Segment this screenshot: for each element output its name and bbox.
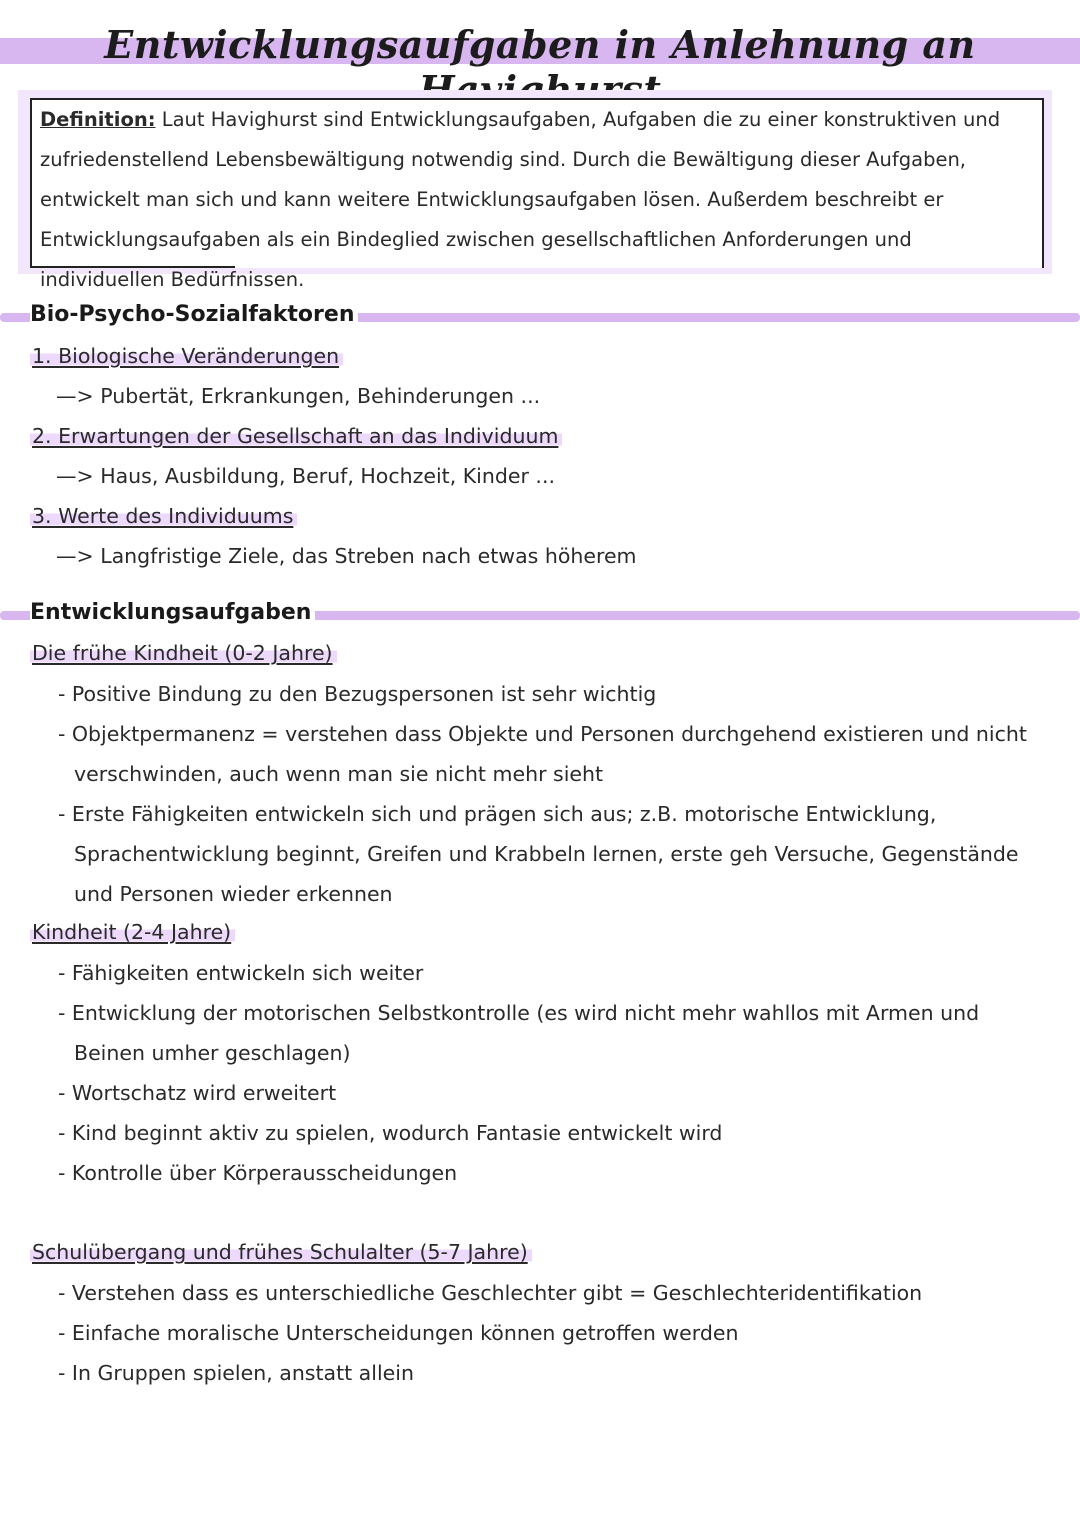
list-item: - In Gruppen spielen, anstatt allein — [58, 1361, 414, 1385]
bio-heading-3: 3. Werte des Individuums — [30, 504, 297, 528]
list-item: - Kind beginnt aktiv zu spielen, wodurch Fantasie entwickelt wird — [58, 1121, 723, 1145]
bio-detail-2: —> Haus, Ausbildung, Beruf, Hochzeit, Kinder ... — [56, 464, 555, 488]
section-title-tasks: Entwicklungsaufgaben — [30, 600, 315, 625]
stage-heading-early-childhood: Die frühe Kindheit (0-2 Jahre) — [30, 641, 337, 665]
list-item: - Entwicklung der motorischen Selbstkontrolle (es wird nicht mehr wahllos mit Armen und Beinen umher geschlagen) — [58, 1001, 980, 1065]
list-item: - Einfache moralische Unterscheidungen können getroffen werden — [58, 1321, 739, 1345]
bio-detail-3: —> Langfristige Ziele, das Streben nach etwas höherem — [56, 544, 637, 568]
section-title-bio: Bio-Psycho-Sozialfaktoren — [30, 302, 358, 327]
list-item: - Fähigkeiten entwickeln sich weiter — [58, 961, 424, 985]
definition-text — [40, 100, 1035, 300]
bio-detail-1: —> Pubertät, Erkrankungen, Behinderungen ... — [56, 384, 541, 408]
list-item: - Verstehen dass es unterschiedliche Geschlechter gibt = Geschlechteridentifikation — [58, 1281, 923, 1305]
list-item: - Wortschatz wird erweitert — [58, 1081, 337, 1105]
list-item: - Erste Fähigkeiten entwickeln sich und prägen sich aus; z.B. motorische Entwicklung, Sprachentwicklung beginnt, Greifen und Krabbeln lernen, erste geh Versuche, Gegenstände und Personen wieder erkennen — [58, 802, 1019, 906]
page-title: Entwicklungsaufgaben in Anlehnung an — [104, 22, 976, 67]
definition-label: Definition: — [40, 108, 156, 131]
bio-heading-2: 2. Erwartungen der Gesellschaft an das Individuum — [30, 424, 562, 448]
stage-heading-school-entry: Schulübergang und frühes Schulalter (5-7 Jahre) — [30, 1240, 532, 1264]
stage-heading-childhood: Kindheit (2-4 Jahre) — [30, 920, 235, 944]
bio-heading-1: 1. Biologische Veränderungen — [30, 344, 343, 368]
list-item: - Positive Bindung zu den Bezugspersonen ist sehr wichtig — [58, 682, 657, 706]
list-item: - Kontrolle über Körperausscheidungen — [58, 1161, 458, 1185]
definition-body: Laut Havighurst sind Entwicklungsaufgaben, Aufgaben die zu einer konstruktiven und zufriedenstellend Lebensbewältigung notwendig sind. Durch die Bewältigung dieser Aufgaben, entwickelt man sich und kann weitere Entwicklungsaufgaben lösen. Außerdem beschreibt er Entwicklungsaufgaben als ein Bindeglied zwischen gesellschaftlichen Anforderungen und individuellen Bedürfnissen. — [40, 108, 1001, 291]
list-item: - Objektpermanenz = verstehen dass Objekte und Personen durchgehend existieren und nicht verschwinden, auch wenn man sie nicht mehr sieht — [58, 722, 1027, 786]
